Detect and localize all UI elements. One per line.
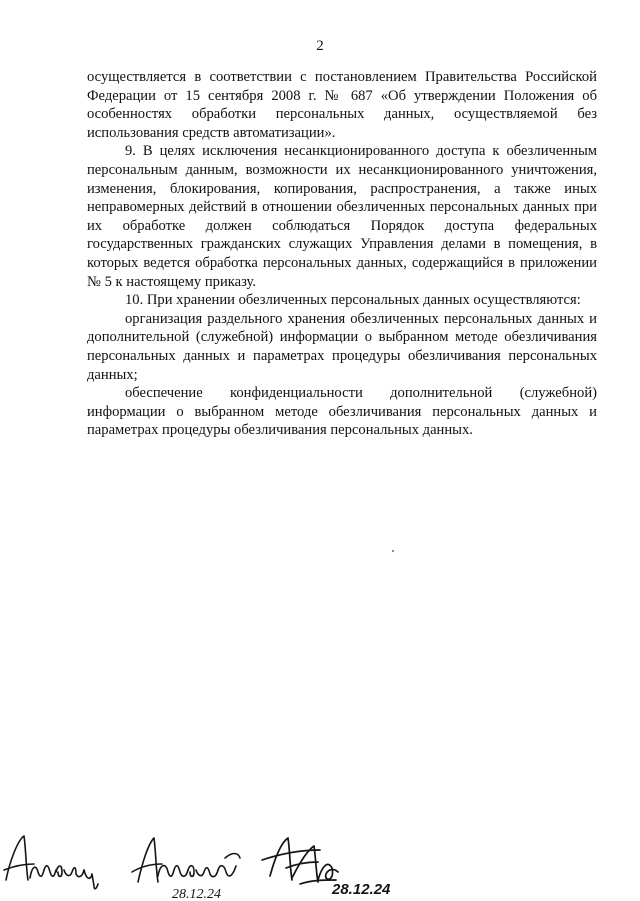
page-number: 2 — [316, 38, 324, 54]
paragraph-9: 9. В целях исключения несанкционированного доступа к обезличенным персональным данным, возможности их несанкционированного уничтожения, изменения, блокирования, копирования, распространения, а также иных неправомерных действий в отношении обезличенных персональных данных при их обработке должен соблюдаться Порядок доступа федеральных государственных гражданских служащих Управления делами в помещения, в которых ведется обработка персональных данных, содержащийся в приложении № 5 к настоящему приказу. — [87, 143, 597, 290]
signature-2 — [132, 838, 240, 901]
signature-2-date: 28.12.24 — [172, 887, 221, 901]
paragraph-10-item-1: организация раздельного хранения обезличенных персональных данных и дополнительной (служебной) информации о выбранном методе обезличивания персональных данных и параметрах процедуры обезличивания персональных данных; — [87, 310, 597, 383]
paragraph-10: 10. При хранении обезличенных персональных данных осуществляются: — [125, 292, 581, 309]
document-body — [87, 68, 597, 440]
signature-3-date: 28.12.24 — [332, 881, 391, 898]
paragraph-10-item-2: обеспечение конфиденциальности дополнительной (служебной) информации о выбранном методе обезличивания персональных данных и параметрах процедуры обезличивания персональных данных. — [87, 385, 597, 439]
scan-speck — [392, 550, 394, 552]
signature-block — [0, 820, 640, 901]
signature-3 — [262, 838, 391, 898]
signature-1 — [4, 836, 98, 889]
paragraph-continuation: осуществляется в соответствии с постановлением Правительства Российской Федерации от 15 сентября 2008 г. № 687 «Об утверждении Положения об особенностях обработки персональных данных, осуществляемой без использования средств автоматизации». — [87, 69, 597, 141]
handwritten-signatures — [0, 820, 640, 901]
